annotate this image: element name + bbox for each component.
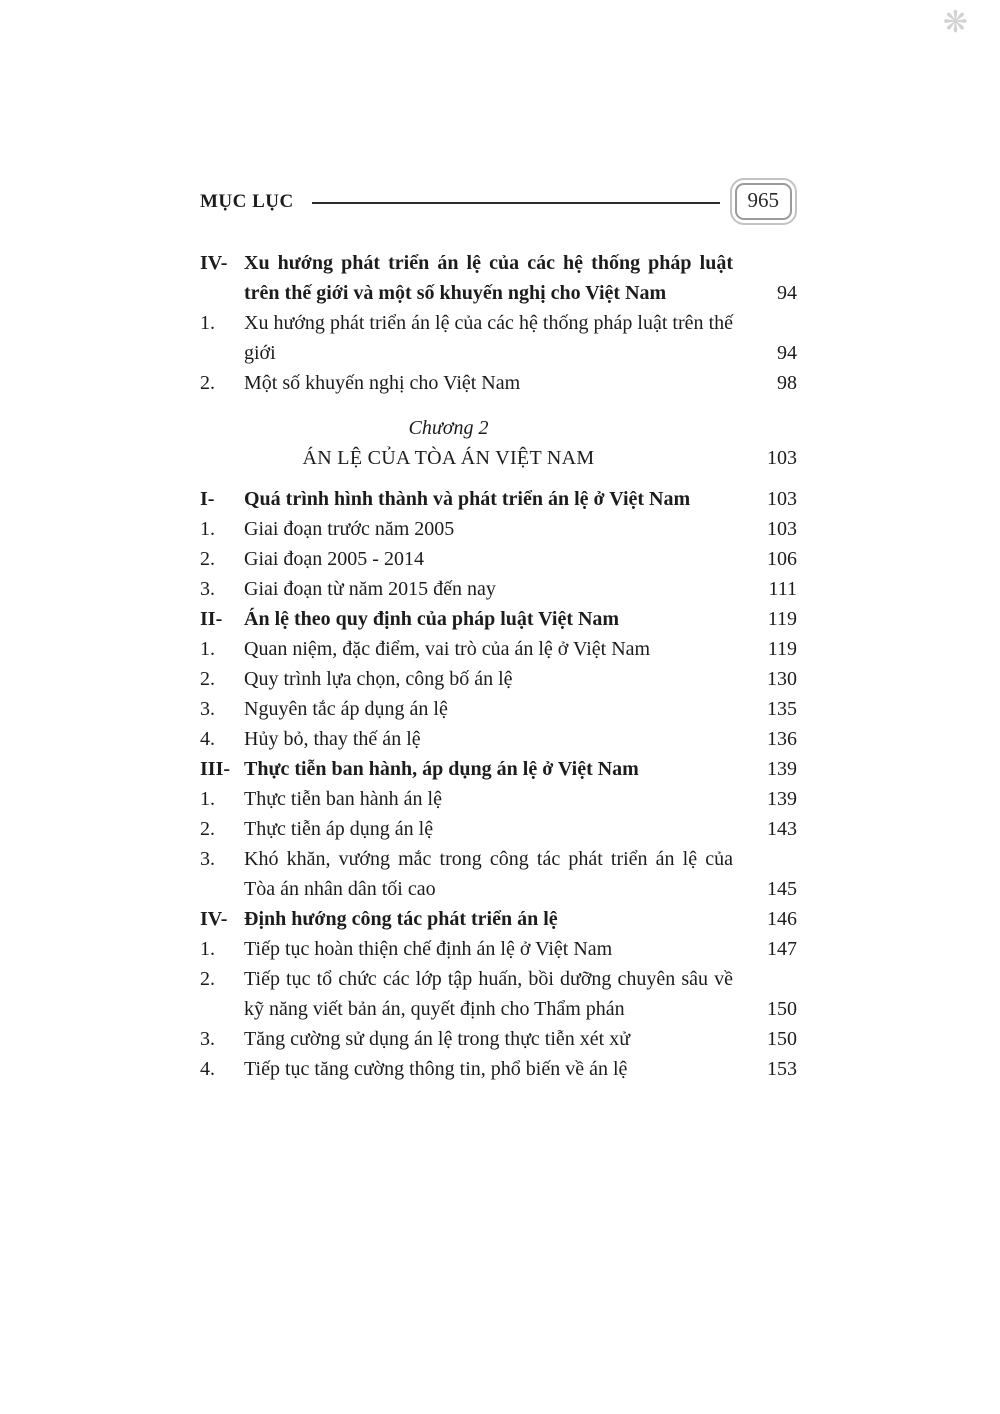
toc-entry-text: Quan niệm, đặc điểm, vai trò của án lệ ở Việt Nam xyxy=(244,638,651,660)
page-header xyxy=(200,178,797,225)
toc-entry-page: 103 xyxy=(767,488,797,510)
toc-entry-label: IV- xyxy=(200,252,228,274)
toc-entry-label: 1. xyxy=(200,788,215,810)
toc-entry-text: Một số khuyến nghị cho Việt Nam xyxy=(244,372,521,394)
toc-entry-page: 130 xyxy=(767,668,797,690)
toc-entry-label: 2. xyxy=(200,668,215,690)
table-of-contents xyxy=(200,248,797,1084)
toc-entry-text: Tăng cường sử dụng án lệ trong thực tiễn xét xử xyxy=(244,1028,631,1050)
toc-entry-label: 1. xyxy=(200,938,215,960)
toc-entry-page: 139 xyxy=(767,788,797,810)
chapter-title: ÁN LỆ CỦA TÒA ÁN VIỆT NAM xyxy=(302,447,595,469)
toc-entry-text: Tiếp tục tổ chức các lớp tập huấn, bồi dưỡng chuyên sâu về kỹ năng viết bản án, quyết định cho Thẩm phán xyxy=(244,968,733,1020)
toc-entry xyxy=(200,308,797,368)
toc-entry-label: 2. xyxy=(200,548,215,570)
toc-entry-text: Xu hướng phát triển án lệ của các hệ thống pháp luật trên thế giới xyxy=(244,312,733,364)
flower-ornament-icon: ❋ xyxy=(942,6,968,39)
toc-entry-text: Nguyên tắc áp dụng án lệ xyxy=(244,698,448,720)
toc-entry-page: 94 xyxy=(777,342,797,364)
header-title: MỤC LỤC xyxy=(200,190,294,212)
header-rule xyxy=(312,202,720,204)
toc-entry-page: 146 xyxy=(767,908,797,930)
toc-entry-text: Hủy bỏ, thay thế án lệ xyxy=(244,728,421,750)
toc-entry-label: 3. xyxy=(200,698,215,720)
toc-entry-label: 3. xyxy=(200,848,215,870)
page-number: 965 xyxy=(735,183,793,220)
toc-entry-page: 98 xyxy=(777,372,797,394)
toc-entry-page: 150 xyxy=(767,998,797,1020)
toc-entry xyxy=(200,724,797,754)
toc-entry-label: 3. xyxy=(200,1028,215,1050)
toc-entry-page: 143 xyxy=(767,818,797,840)
toc-entry-label: 1. xyxy=(200,312,215,334)
toc-entry xyxy=(200,1054,797,1084)
toc-entry-page: 150 xyxy=(767,1028,797,1050)
chapter-page-number: 103 xyxy=(767,447,797,469)
toc-entry-text: Thực tiễn áp dụng án lệ xyxy=(244,818,434,840)
toc-entry-label: 2. xyxy=(200,968,215,990)
toc-entry-page: 119 xyxy=(767,638,797,660)
toc-entry xyxy=(200,484,797,514)
toc-entry-text: Án lệ theo quy định của pháp luật Việt Nam xyxy=(244,608,620,630)
toc-entry xyxy=(200,754,797,784)
toc-entry-page: 145 xyxy=(767,878,797,900)
toc-entry-page: 111 xyxy=(768,578,797,600)
toc-entry-text: Xu hướng phát triển án lệ của các hệ thống pháp luật trên thế giới và một số khuyến nghị cho Việt Nam xyxy=(244,252,733,304)
toc-entry-label: IV- xyxy=(200,908,228,930)
toc-entry-page: 135 xyxy=(767,698,797,720)
toc-entry xyxy=(200,634,797,664)
toc-entry-text: Giai đoạn 2005 - 2014 xyxy=(244,548,424,570)
toc-entry-page: 103 xyxy=(767,518,797,540)
toc-entry-label: 4. xyxy=(200,728,215,750)
chapter-title-row xyxy=(200,443,797,473)
page-number-badge xyxy=(730,178,798,225)
toc-entry-label: 3. xyxy=(200,578,215,600)
toc-entry xyxy=(200,604,797,634)
toc-entry xyxy=(200,368,797,398)
toc-entry-text: Thực tiễn ban hành án lệ xyxy=(244,788,442,810)
toc-entry-label: 2. xyxy=(200,372,215,394)
toc-entry xyxy=(200,1024,797,1054)
toc-entry-label: II- xyxy=(200,608,223,630)
toc-entry xyxy=(200,664,797,694)
toc-entry xyxy=(200,694,797,724)
toc-entry-label: 1. xyxy=(200,638,215,660)
toc-entry xyxy=(200,814,797,844)
toc-entry xyxy=(200,784,797,814)
toc-entry-page: 153 xyxy=(767,1058,797,1080)
toc-entry-text: Thực tiễn ban hành, áp dụng án lệ ở Việt Nam xyxy=(244,758,639,780)
toc-entry-text: Tiếp tục hoàn thiện chế định án lệ ở Việt Nam xyxy=(244,938,613,960)
toc-entry-text: Định hướng công tác phát triển án lệ xyxy=(244,908,558,930)
toc-entry xyxy=(200,964,797,1024)
toc-entry-label: III- xyxy=(200,758,231,780)
toc-entry-text: Quy trình lựa chọn, công bố án lệ xyxy=(244,668,513,690)
toc-entry-text: Khó khăn, vướng mắc trong công tác phát triển án lệ của Tòa án nhân dân tối cao xyxy=(244,848,733,900)
toc-entry xyxy=(200,904,797,934)
toc-entry-page: 106 xyxy=(767,548,797,570)
toc-entry-text: Giai đoạn từ năm 2015 đến nay xyxy=(244,578,496,600)
chapter-label: Chương 2 xyxy=(408,417,489,439)
toc-entry xyxy=(200,514,797,544)
toc-entry-text: Quá trình hình thành và phát triển án lệ ở Việt Nam xyxy=(244,488,691,510)
toc-entry xyxy=(200,574,797,604)
toc-entry-page: 136 xyxy=(767,728,797,750)
chapter-heading xyxy=(200,413,797,473)
toc-entry-page: 94 xyxy=(777,282,797,304)
toc-entry-page: 139 xyxy=(767,758,797,780)
toc-entry-label: 2. xyxy=(200,818,215,840)
toc-entry xyxy=(200,934,797,964)
toc-entry-page: 147 xyxy=(767,938,797,960)
toc-entry xyxy=(200,248,797,308)
toc-entry xyxy=(200,544,797,574)
toc-entry-label: 1. xyxy=(200,518,215,540)
toc-entry xyxy=(200,844,797,904)
toc-entry-text: Giai đoạn trước năm 2005 xyxy=(244,518,455,540)
toc-entry-label: I- xyxy=(200,488,215,510)
toc-entry-text: Tiếp tục tăng cường thông tin, phổ biến về án lệ xyxy=(244,1058,628,1080)
toc-entry-label: 4. xyxy=(200,1058,215,1080)
toc-entry-page: 119 xyxy=(767,608,797,630)
